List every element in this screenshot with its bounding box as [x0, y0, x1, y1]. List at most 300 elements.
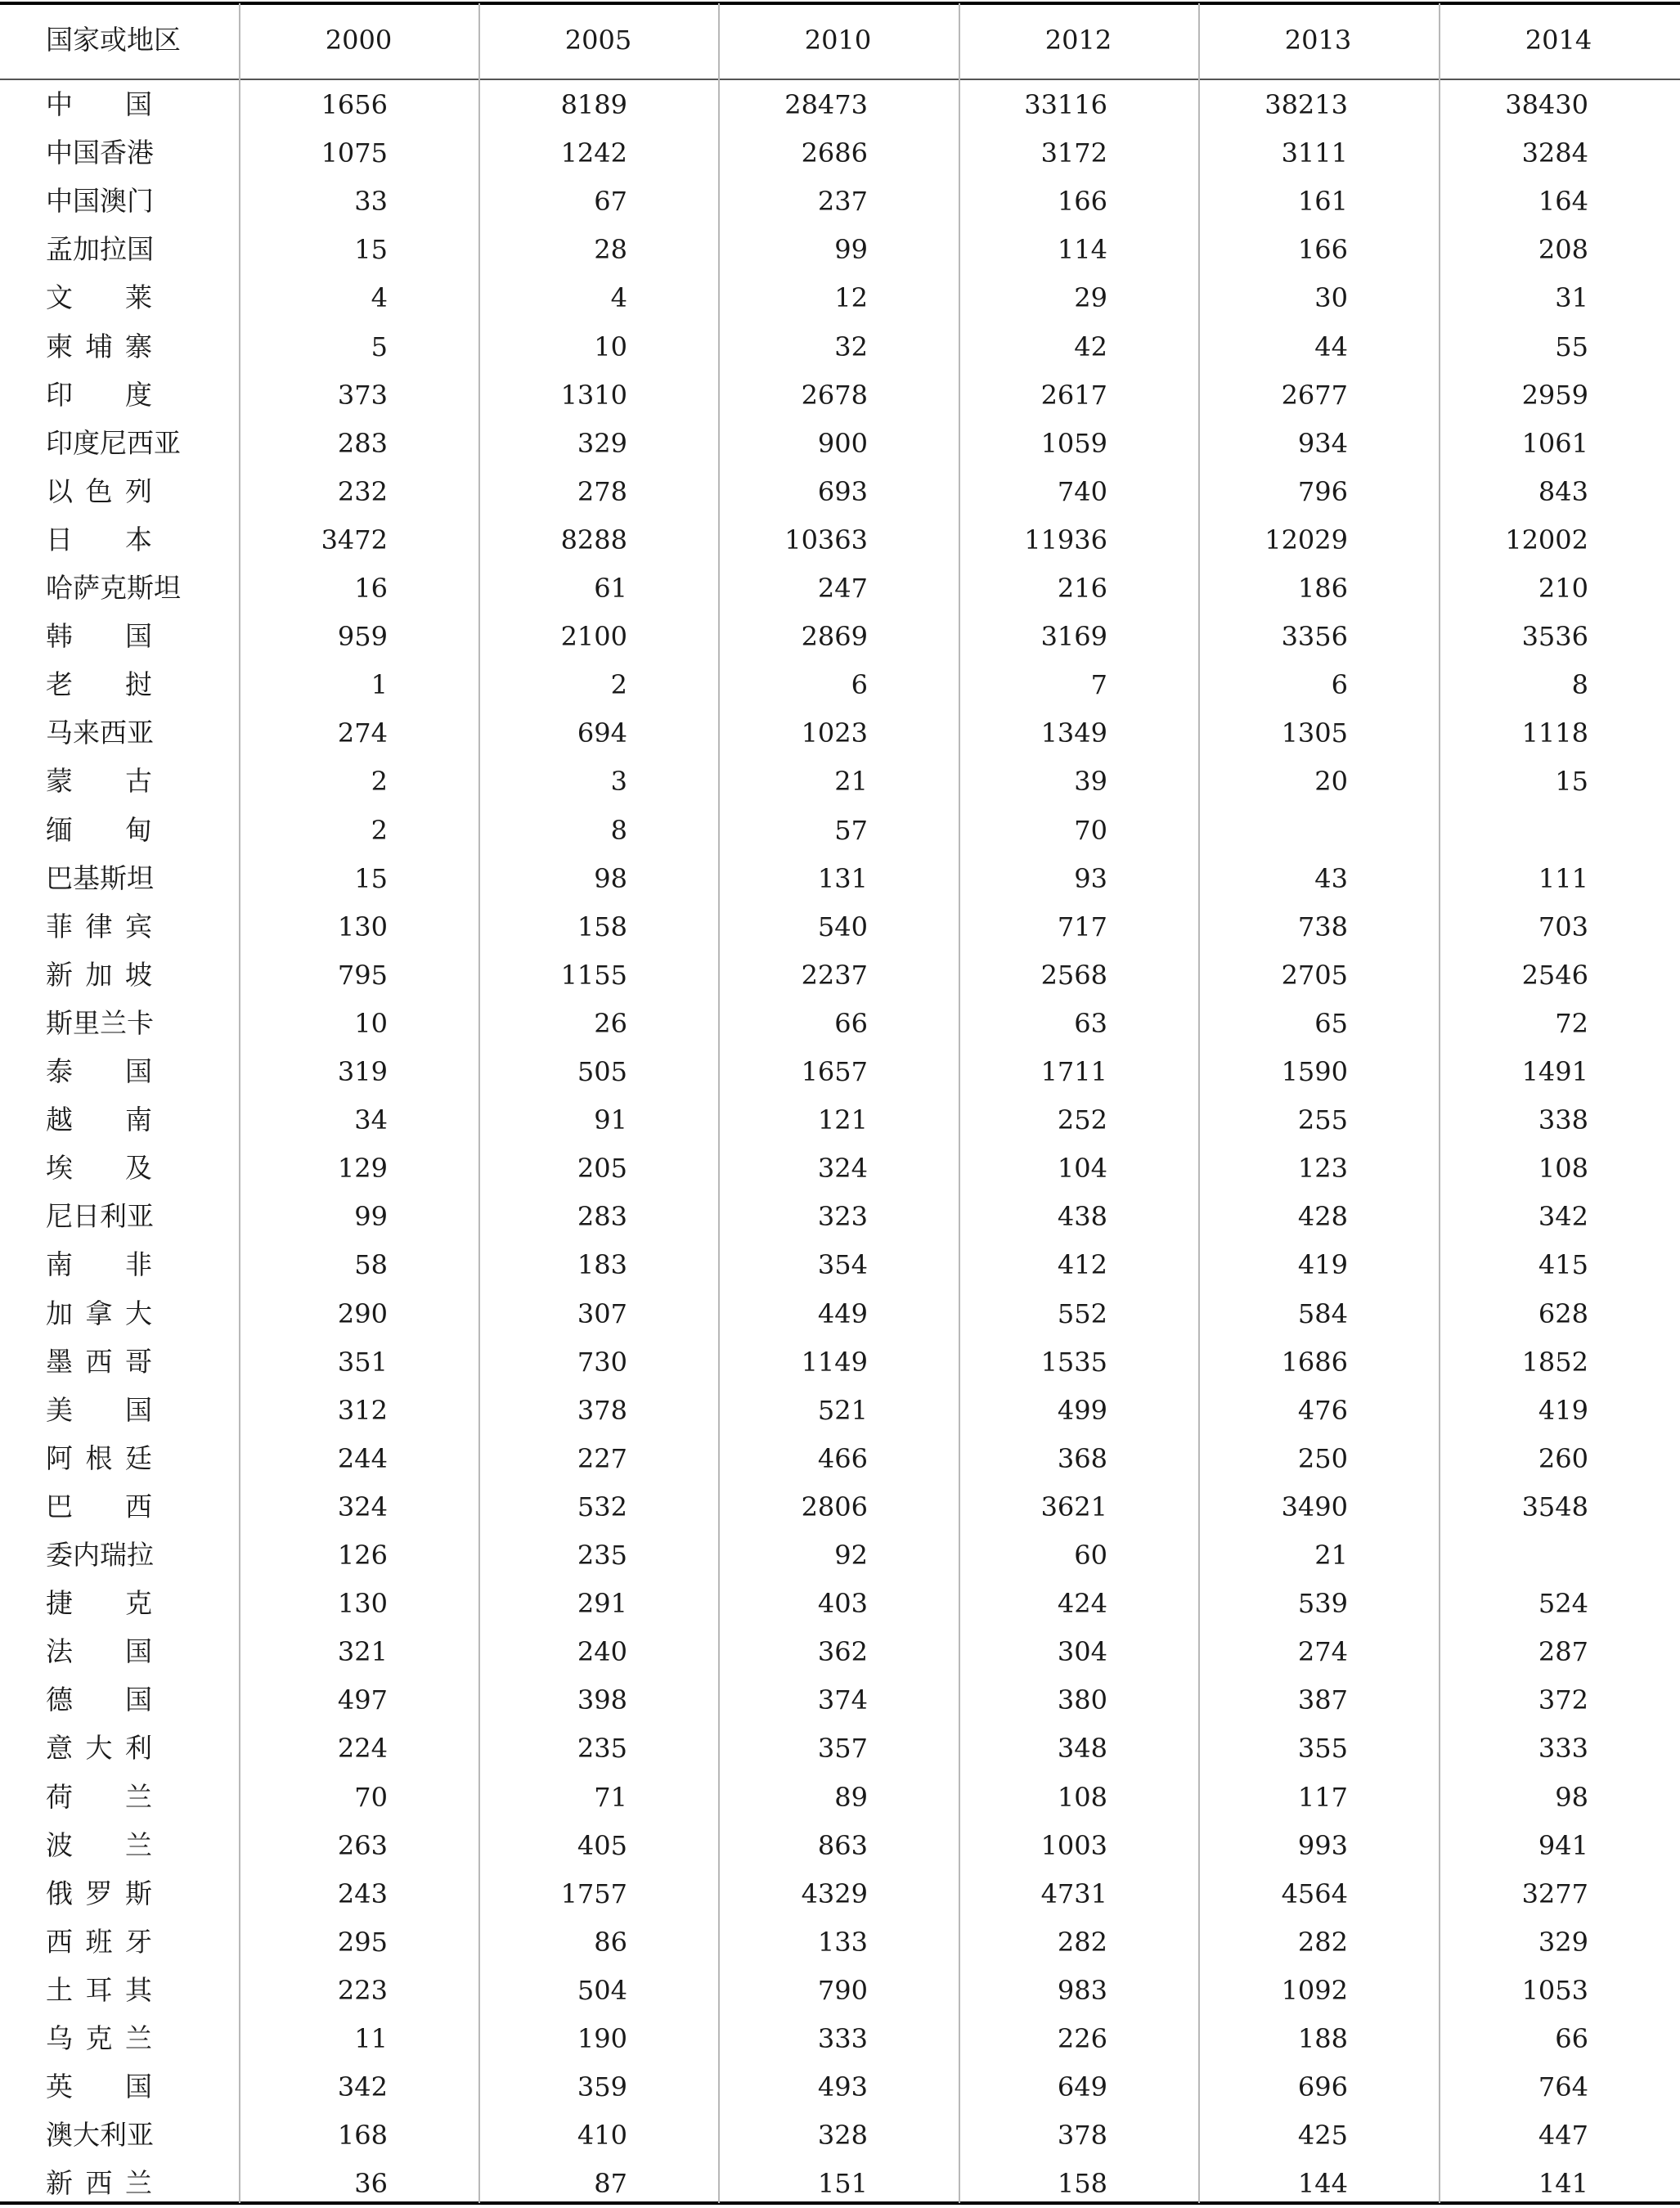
row-value-2000: 2 — [371, 814, 388, 846]
row-value-2014: 333 — [1538, 1733, 1588, 1765]
country-name-char: 阿 — [46, 1441, 73, 1474]
row-value-2010: 374 — [817, 1684, 868, 1716]
row-value-2013: 476 — [1297, 1394, 1348, 1426]
row-country-name — [46, 906, 152, 948]
row-value-2013: 584 — [1297, 1297, 1348, 1329]
row-value-2014: 38430 — [1505, 89, 1588, 120]
header-year-2012: 2012 — [1044, 25, 1112, 56]
table-row — [0, 515, 1680, 564]
country-name-char: 挝 — [125, 668, 152, 701]
country-name-char: 国 — [125, 88, 152, 120]
row-value-2005: 410 — [577, 2120, 627, 2152]
row-value-2013: 796 — [1297, 475, 1348, 507]
table-row — [0, 322, 1680, 371]
row-value-2014: 415 — [1538, 1249, 1588, 1281]
row-value-2005: 291 — [577, 1588, 627, 1620]
table-row — [0, 757, 1680, 805]
row-value-2010: 10363 — [784, 524, 868, 555]
row-value-2005: 694 — [577, 717, 627, 749]
row-value-2014: 15 — [1555, 766, 1588, 798]
table-row — [0, 999, 1680, 1047]
row-value-2000: 232 — [337, 475, 388, 507]
row-value-2012: 60 — [1074, 1540, 1107, 1571]
row-value-2014: 72 — [1555, 1007, 1588, 1039]
row-value-2005: 67 — [594, 186, 627, 218]
row-value-2010: 92 — [834, 1540, 868, 1571]
row-value-2005: 183 — [577, 1249, 627, 1281]
row-value-2014 — [1384, 809, 1588, 852]
row-value-2012: 1059 — [1040, 427, 1107, 459]
row-value-2014: 31 — [1555, 282, 1588, 314]
row-value-2005: 28 — [594, 234, 627, 266]
country-name-char: 埔 — [85, 330, 113, 362]
row-country-name — [46, 83, 152, 126]
row-value-2014: 141 — [1538, 2168, 1588, 2200]
row-value-2000: 223 — [337, 1974, 388, 2006]
row-value-2010: 362 — [817, 1636, 868, 1668]
row-value-2000: 130 — [337, 911, 388, 942]
table-row — [0, 273, 1680, 322]
row-value-2013: 539 — [1297, 1588, 1348, 1620]
table-row — [0, 951, 1680, 999]
row-country-name — [46, 1727, 152, 1770]
row-value-2010: 237 — [817, 186, 868, 218]
row-value-2010: 151 — [817, 2168, 868, 2200]
row-country-name: 巴基斯坦 — [46, 861, 154, 894]
row-value-2005: 98 — [594, 862, 627, 894]
country-name-char: 其 — [125, 1973, 152, 2006]
row-country-name — [46, 1147, 152, 1189]
country-name-char: 大 — [85, 1732, 113, 1765]
row-value-2000: 58 — [354, 1249, 388, 1281]
row-value-2000: 351 — [337, 1346, 388, 1378]
row-value-2012: 29 — [1074, 282, 1107, 314]
row-value-2000: 342 — [337, 2071, 388, 2103]
row-value-2014: 843 — [1538, 475, 1588, 507]
row-country-name — [46, 2162, 152, 2205]
row-value-2010: 323 — [817, 1201, 868, 1233]
row-value-2014: 628 — [1538, 1297, 1588, 1329]
row-value-2005: 91 — [594, 1104, 627, 1136]
row-value-2010: 57 — [834, 814, 868, 846]
country-name-char: 廷 — [125, 1441, 152, 1474]
row-value-2014: 1118 — [1521, 717, 1588, 749]
row-value-2012: 226 — [1057, 2023, 1107, 2054]
row-value-2005: 86 — [594, 1926, 627, 1958]
table-row — [0, 1192, 1680, 1240]
country-name-char: 班 — [85, 1925, 113, 1958]
row-value-2010: 863 — [817, 1829, 868, 1861]
row-country-name — [46, 809, 152, 852]
country-name-char: 度 — [125, 378, 152, 411]
row-value-2012: 649 — [1057, 2071, 1107, 2103]
row-value-2013: 21 — [1314, 1540, 1348, 1571]
row-value-2000: 373 — [337, 379, 388, 411]
row-value-2012: 158 — [1057, 2168, 1107, 2200]
row-value-2013: 188 — [1297, 2023, 1348, 2054]
row-value-2000: 244 — [337, 1442, 388, 1474]
header-year-2010: 2010 — [804, 25, 872, 56]
row-country-name: 哈萨克斯坦 — [46, 572, 181, 604]
country-name-char: 中 — [46, 88, 73, 120]
row-value-2013: 166 — [1297, 234, 1348, 266]
row-value-2000: 295 — [337, 1926, 388, 1958]
table-row — [0, 1869, 1680, 1918]
row-value-2005: 71 — [594, 1781, 627, 1813]
row-value-2013: 1686 — [1281, 1346, 1348, 1378]
row-value-2013: 993 — [1297, 1829, 1348, 1861]
row-value-2013: 12029 — [1264, 524, 1348, 555]
header-year-2014: 2014 — [1525, 25, 1592, 56]
row-value-2014: 3548 — [1521, 1491, 1588, 1522]
header-year-2013: 2013 — [1284, 25, 1352, 56]
row-value-2012: 166 — [1057, 186, 1107, 218]
table-row — [0, 1386, 1680, 1434]
table-row — [0, 564, 1680, 612]
country-name-char: 大 — [125, 1297, 152, 1329]
row-value-2014: 3277 — [1521, 1877, 1588, 1909]
row-value-2000: 274 — [337, 717, 388, 749]
row-value-2012: 499 — [1057, 1394, 1107, 1426]
row-country-name — [46, 1824, 152, 1867]
row-value-2010: 324 — [817, 1153, 868, 1185]
row-value-2010: 2869 — [801, 621, 868, 653]
country-name-char: 西 — [125, 1490, 152, 1522]
row-value-2013: 1092 — [1281, 1974, 1348, 2006]
row-value-2013: 43 — [1314, 862, 1348, 894]
row-value-2000: 36 — [354, 2168, 388, 2200]
country-name-char: 拿 — [85, 1297, 113, 1329]
row-country-name: 中国香港 — [46, 137, 154, 169]
row-country-name — [46, 1341, 152, 1383]
row-value-2012: 252 — [1057, 1104, 1107, 1136]
country-name-char: 文 — [46, 281, 73, 314]
country-name-char: 波 — [46, 1828, 73, 1861]
row-value-2014: 764 — [1538, 2071, 1588, 2103]
table-row — [0, 1579, 1680, 1627]
table-row — [0, 708, 1680, 757]
country-name-char: 捷 — [46, 1587, 73, 1620]
row-value-2000: 290 — [337, 1297, 388, 1329]
row-value-2012: 3621 — [1040, 1491, 1107, 1522]
row-value-2012: 3169 — [1040, 621, 1107, 653]
row-country-name — [46, 615, 152, 658]
row-value-2014: 1061 — [1521, 427, 1588, 459]
country-name-char: 律 — [85, 910, 113, 942]
row-value-2013: 274 — [1297, 1636, 1348, 1668]
table-row — [0, 2014, 1680, 2062]
table-row — [0, 419, 1680, 467]
row-value-2014: 419 — [1538, 1394, 1588, 1426]
country-name-char: 蒙 — [46, 765, 73, 798]
row-value-2010: 1657 — [801, 1056, 868, 1087]
row-value-2013: 696 — [1297, 2071, 1348, 2103]
row-value-2000: 1 — [371, 669, 388, 701]
row-value-2014: 12002 — [1505, 524, 1588, 555]
row-country-name — [46, 1437, 152, 1480]
row-value-2010: 4329 — [801, 1877, 868, 1909]
row-value-2000: 34 — [354, 1104, 388, 1136]
row-value-2012: 740 — [1057, 475, 1107, 507]
row-value-2005: 1242 — [560, 137, 627, 169]
row-value-2005: 8288 — [560, 524, 627, 555]
row-value-2010: 521 — [817, 1394, 868, 1426]
table-row — [0, 1675, 1680, 1724]
row-value-2000: 319 — [337, 1056, 388, 1087]
row-value-2005: 2100 — [560, 621, 627, 653]
row-value-2014: 98 — [1555, 1781, 1588, 1813]
row-value-2000: 1075 — [321, 137, 388, 169]
row-value-2010: 693 — [817, 475, 868, 507]
row-value-2010: 354 — [817, 1249, 868, 1281]
row-value-2000: 168 — [337, 2120, 388, 2152]
row-value-2000: 321 — [337, 1636, 388, 1668]
row-value-2010: 28473 — [784, 89, 868, 120]
table-row — [0, 1627, 1680, 1675]
header-year-2000: 2000 — [325, 25, 393, 56]
row-country-name — [46, 2066, 152, 2108]
row-country-name — [46, 1776, 152, 1819]
country-name-char: 兰 — [125, 1780, 152, 1813]
row-country-name — [46, 374, 152, 416]
row-value-2005: 61 — [594, 573, 627, 604]
table-row — [0, 1047, 1680, 1095]
table-row — [0, 1144, 1680, 1192]
row-value-2000: 15 — [354, 234, 388, 266]
row-value-2012: 368 — [1057, 1442, 1107, 1474]
row-value-2014: 8 — [1571, 669, 1588, 701]
row-value-2000: 795 — [337, 959, 388, 991]
row-country-name: 委内瑞拉 — [46, 1539, 154, 1571]
row-value-2012: 93 — [1074, 862, 1107, 894]
country-name-char: 意 — [46, 1732, 73, 1765]
row-value-2005: 227 — [577, 1442, 627, 1474]
country-name-char: 俄 — [46, 1877, 73, 1909]
row-value-2014: 1852 — [1521, 1346, 1588, 1378]
country-name-char: 菲 — [46, 910, 73, 942]
country-name-char: 甸 — [125, 813, 152, 846]
row-country-name — [46, 954, 152, 996]
row-value-2013: 44 — [1314, 331, 1348, 362]
row-value-2010: 1149 — [801, 1346, 868, 1378]
row-value-2010: 403 — [817, 1588, 868, 1620]
country-name-char: 兰 — [125, 2167, 152, 2200]
row-country-name: 孟加拉国 — [46, 233, 154, 266]
country-name-char: 利 — [125, 1732, 152, 1765]
row-value-2012: 348 — [1057, 1733, 1107, 1765]
country-name-char: 埃 — [46, 1152, 73, 1185]
country-name-char: 加 — [85, 958, 113, 991]
row-value-2012: 717 — [1057, 911, 1107, 942]
row-value-2014: 210 — [1538, 573, 1588, 604]
country-name-char: 根 — [85, 1441, 113, 1474]
row-value-2000: 99 — [354, 1201, 388, 1233]
row-value-2012: 424 — [1057, 1588, 1107, 1620]
row-country-name — [46, 470, 152, 513]
row-value-2014: 372 — [1538, 1684, 1588, 1716]
row-value-2012: 70 — [1074, 814, 1107, 846]
row-value-2010: 333 — [817, 2023, 868, 2054]
row-value-2013: 117 — [1297, 1781, 1348, 1813]
row-value-2005: 26 — [594, 1007, 627, 1039]
row-value-2000: 129 — [337, 1153, 388, 1185]
table-row — [0, 1821, 1680, 1869]
row-value-2013: 255 — [1297, 1104, 1348, 1136]
country-name-char: 非 — [125, 1248, 152, 1281]
row-value-2012: 7 — [1090, 669, 1107, 701]
row-value-2005: 398 — [577, 1684, 627, 1716]
row-country-name: 澳大利亚 — [46, 2119, 154, 2152]
row-country-name: 斯里兰卡 — [46, 1006, 154, 1039]
row-value-2012: 216 — [1057, 573, 1107, 604]
row-value-2013: 2677 — [1281, 379, 1348, 411]
row-value-2010: 2678 — [801, 379, 868, 411]
row-value-2000: 4 — [371, 282, 388, 314]
row-country-name — [46, 1486, 152, 1528]
country-name-char: 国 — [125, 1393, 152, 1426]
country-name-char: 国 — [125, 1684, 152, 1716]
country-name-char: 本 — [125, 523, 152, 555]
row-value-2013: 144 — [1297, 2168, 1348, 2200]
row-value-2014: 260 — [1538, 1442, 1588, 1474]
row-value-2010: 449 — [817, 1297, 868, 1329]
country-name-char: 色 — [85, 474, 113, 507]
country-name-char: 西 — [85, 2167, 113, 2200]
row-value-2013: 3356 — [1281, 621, 1348, 653]
row-value-2014: 55 — [1555, 331, 1588, 362]
row-value-2005: 329 — [577, 427, 627, 459]
row-country-name — [46, 760, 152, 803]
table-row — [0, 1289, 1680, 1338]
row-value-2010: 900 — [817, 427, 868, 459]
country-name-char: 牙 — [125, 1925, 152, 1958]
row-value-2010: 99 — [834, 234, 868, 266]
row-value-2014: 164 — [1538, 186, 1588, 218]
row-country-name: 尼日利亚 — [46, 1200, 154, 1233]
country-name-char: 南 — [125, 1104, 152, 1136]
country-name-char: 耳 — [85, 1973, 113, 2006]
row-value-2010: 6 — [851, 669, 868, 701]
row-value-2013: 934 — [1297, 427, 1348, 459]
row-value-2010: 540 — [817, 911, 868, 942]
row-value-2013: 123 — [1297, 1153, 1348, 1185]
row-value-2013: 161 — [1297, 186, 1348, 218]
country-name-char: 斯 — [125, 1877, 152, 1909]
table-row — [0, 80, 1680, 128]
country-name-char: 莱 — [125, 281, 152, 314]
country-name-char: 克 — [85, 2022, 113, 2054]
row-value-2012: 983 — [1057, 1974, 1107, 2006]
row-value-2000: 324 — [337, 1491, 388, 1522]
row-value-2010: 247 — [817, 573, 868, 604]
row-value-2005: 158 — [577, 911, 627, 942]
country-name-char: 法 — [46, 1635, 73, 1668]
row-value-2014: 703 — [1538, 911, 1588, 942]
row-value-2013: 20 — [1314, 766, 1348, 798]
row-value-2010: 131 — [817, 862, 868, 894]
row-value-2005: 4 — [610, 282, 627, 314]
row-value-2005: 307 — [577, 1297, 627, 1329]
row-value-2000: 15 — [354, 862, 388, 894]
row-value-2013: 282 — [1297, 1926, 1348, 1958]
row-value-2000: 70 — [354, 1781, 388, 1813]
table-row — [0, 806, 1680, 854]
table-row — [0, 902, 1680, 951]
row-value-2010: 133 — [817, 1926, 868, 1958]
row-country-name — [46, 1293, 152, 1335]
row-country-name: 马来西亚 — [46, 717, 154, 749]
country-name-char: 国 — [125, 1055, 152, 1087]
row-value-2012: 33116 — [1024, 89, 1107, 120]
row-value-2010: 121 — [817, 1104, 868, 1136]
country-name-char: 英 — [46, 2071, 73, 2103]
row-value-2000: 33 — [354, 186, 388, 218]
row-value-2000: 497 — [337, 1684, 388, 1716]
country-name-char: 日 — [46, 523, 73, 555]
row-value-2012: 1711 — [1040, 1056, 1107, 1087]
row-value-2000: 10 — [354, 1007, 388, 1039]
row-value-2014: 329 — [1538, 1926, 1588, 1958]
row-value-2005: 283 — [577, 1201, 627, 1233]
country-name-char: 印 — [46, 378, 73, 411]
row-value-2000: 1656 — [321, 89, 388, 120]
country-name-char: 韩 — [46, 620, 73, 653]
country-name-char: 墨 — [46, 1345, 73, 1378]
table-row — [0, 1095, 1680, 1144]
row-value-2010: 2806 — [801, 1491, 868, 1522]
table-row — [0, 225, 1680, 273]
row-value-2012: 438 — [1057, 1201, 1107, 1233]
table-row — [0, 1918, 1680, 1966]
row-value-2012: 2568 — [1040, 959, 1107, 991]
country-name-char: 土 — [46, 1973, 73, 2006]
country-name-char: 加 — [46, 1297, 73, 1329]
row-value-2010: 466 — [817, 1442, 868, 1474]
header-country-label: 国家或地区 — [46, 24, 181, 56]
row-value-2013: 250 — [1297, 1442, 1348, 1474]
table-row — [0, 2159, 1680, 2207]
row-value-2012: 39 — [1074, 766, 1107, 798]
country-name-char: 国 — [125, 620, 152, 653]
country-name-char: 兰 — [125, 1828, 152, 1861]
row-value-2012: 114 — [1057, 234, 1107, 266]
table-row — [0, 1966, 1680, 2014]
row-country-name — [46, 1050, 152, 1093]
row-value-2000: 3472 — [321, 524, 388, 555]
row-country-name — [46, 326, 152, 368]
row-value-2005: 378 — [577, 1394, 627, 1426]
row-value-2005: 240 — [577, 1636, 627, 1668]
country-name-char: 罗 — [85, 1877, 113, 1909]
row-value-2000: 11 — [354, 2023, 388, 2054]
row-value-2014: 338 — [1538, 1104, 1588, 1136]
country-name-char: 新 — [46, 958, 73, 991]
table-row — [0, 1482, 1680, 1531]
row-country-name — [46, 1099, 152, 1141]
row-value-2014: 208 — [1538, 234, 1588, 266]
row-value-2013: 6 — [1331, 669, 1348, 701]
row-value-2000: 243 — [337, 1877, 388, 1909]
country-name-char: 美 — [46, 1393, 73, 1426]
row-value-2012: 63 — [1074, 1007, 1107, 1039]
row-value-2013: 2705 — [1281, 959, 1348, 991]
row-country-name — [46, 277, 152, 319]
row-value-2000: 2 — [371, 766, 388, 798]
country-name-char: 泰 — [46, 1055, 73, 1087]
row-value-2014: 2546 — [1521, 959, 1588, 991]
table-row — [0, 1240, 1680, 1288]
row-value-2014: 524 — [1538, 1588, 1588, 1620]
